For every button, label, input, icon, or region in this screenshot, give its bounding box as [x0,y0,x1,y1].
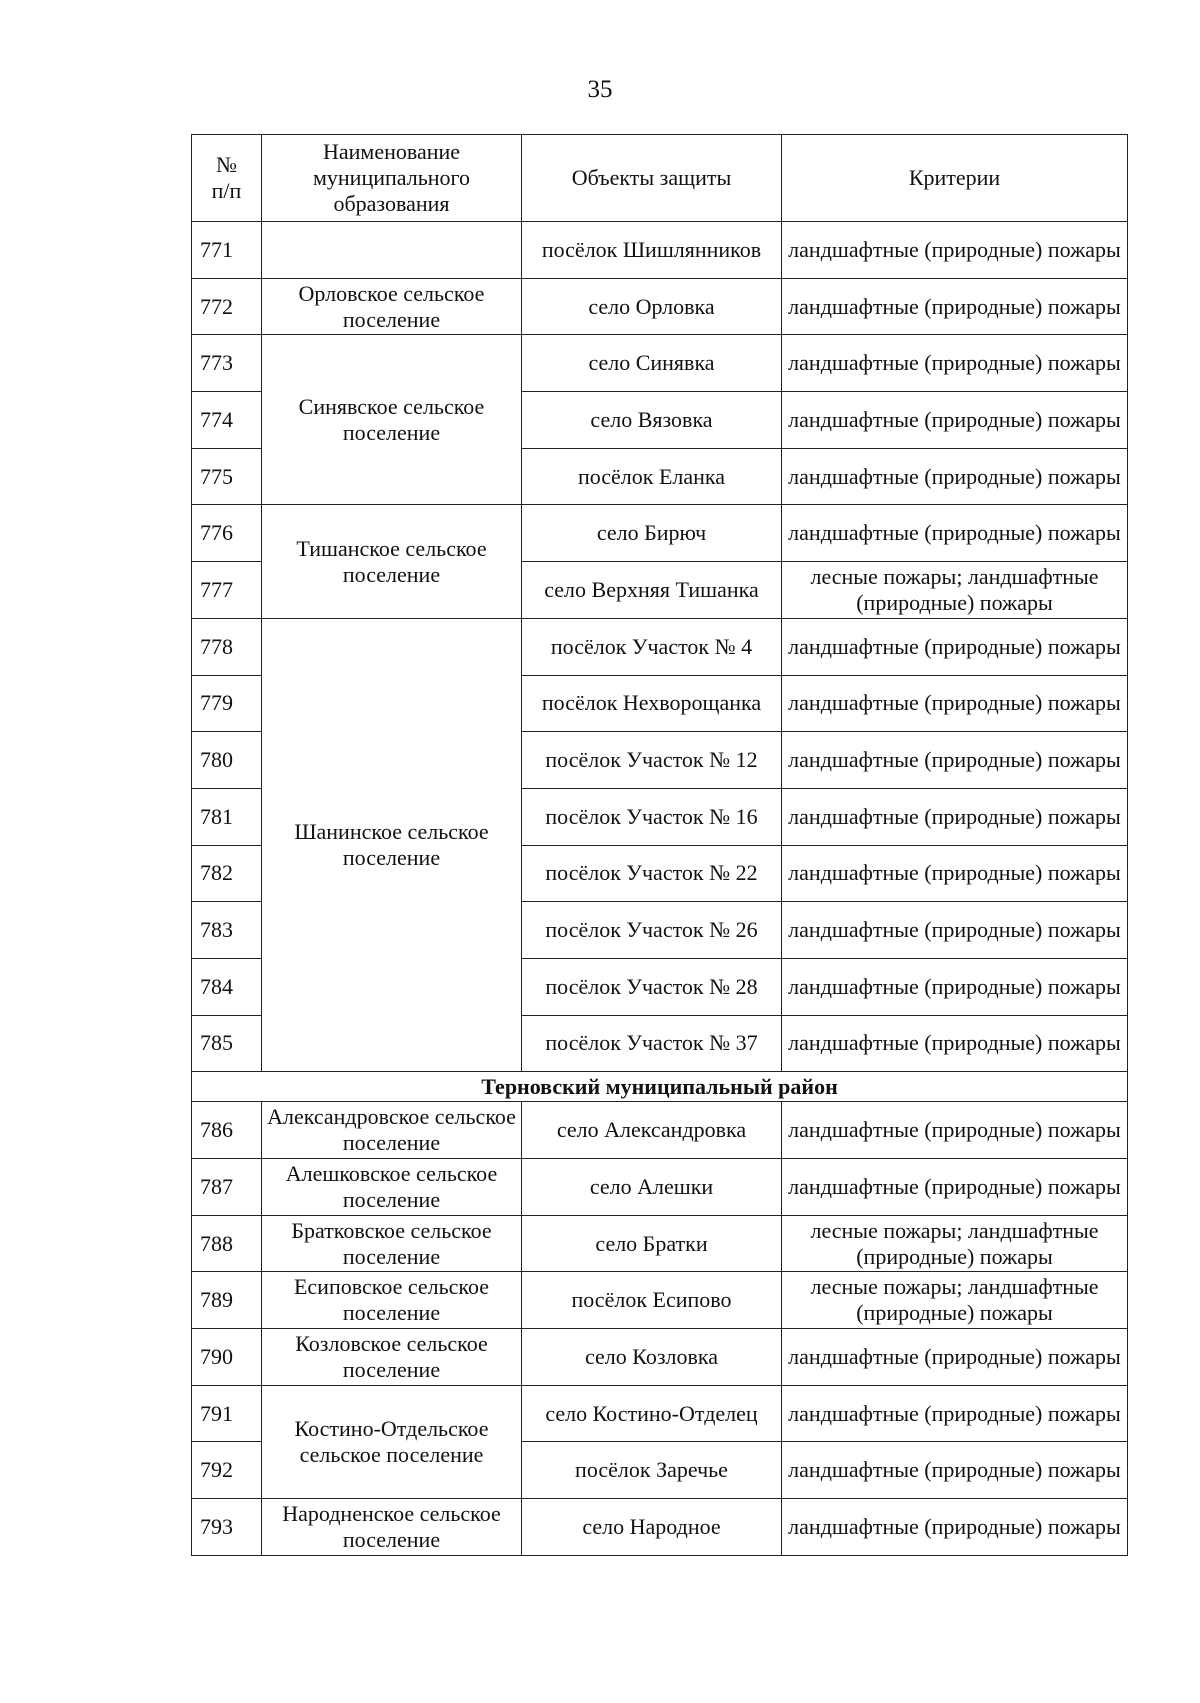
municipality-cell: Козловское сельское поселение [262,1329,522,1386]
row-number: 791 [192,1385,262,1442]
row-number: 785 [192,1015,262,1072]
municipality-cell: Александровское сельское поселение [262,1102,522,1159]
row-number: 789 [192,1272,262,1329]
table-row [192,618,1128,675]
object-cell: село Козловка [522,1329,782,1386]
table-row [192,278,1128,335]
table-row [192,1215,1128,1272]
row-number: 787 [192,1159,262,1216]
row-number: 781 [192,788,262,845]
object-cell: село Братки [522,1215,782,1272]
criteria-cell: ландшафтные (природные) пожары [782,505,1128,562]
object-cell: село Александровка [522,1102,782,1159]
row-number: 771 [192,222,262,279]
header-num: № п/п [192,135,262,222]
object-cell: посёлок Еланка [522,448,782,505]
table-row [192,335,1128,392]
criteria-cell: лесные пожары; ландшафтные (природные) пожары [782,1215,1128,1272]
criteria-cell: ландшафтные (природные) пожары [782,1442,1128,1499]
criteria-cell: ландшафтные (природные) пожары [782,845,1128,902]
row-number: 774 [192,392,262,449]
criteria-cell: ландшафтные (природные) пожары [782,448,1128,505]
criteria-cell: ландшафтные (природные) пожары [782,392,1128,449]
municipality-cell: Есиповское сельское поселение [262,1272,522,1329]
criteria-cell: ландшафтные (природные) пожары [782,788,1128,845]
header-criteria: Критерии [782,135,1128,222]
criteria-cell: ландшафтные (природные) пожары [782,1499,1128,1556]
criteria-cell: ландшафтные (природные) пожары [782,1385,1128,1442]
municipality-cell: Тишанское сельское поселение [262,505,522,618]
row-number: 784 [192,958,262,1015]
row-number: 790 [192,1329,262,1386]
row-number: 777 [192,562,262,619]
row-number: 780 [192,732,262,789]
object-cell: посёлок Заречье [522,1442,782,1499]
object-cell: село Орловка [522,278,782,335]
row-number: 772 [192,278,262,335]
criteria-cell: ландшафтные (природные) пожары [782,618,1128,675]
row-number: 793 [192,1499,262,1556]
municipality-cell: Костино-Отдельское сельское поселение [262,1385,522,1498]
row-number: 776 [192,505,262,562]
table-row [192,1329,1128,1386]
row-number: 788 [192,1215,262,1272]
row-number: 782 [192,845,262,902]
table-row [192,1272,1128,1329]
section-row [192,1072,1128,1102]
municipality-cell: Алешковское сельское поселение [262,1159,522,1216]
table-row [192,1102,1128,1159]
object-cell: посёлок Шишлянников [522,222,782,279]
object-cell: посёлок Участок № 22 [522,845,782,902]
table-row [192,222,1128,279]
criteria-cell: лесные пожары; ландшафтные (природные) пожары [782,1272,1128,1329]
criteria-cell: ландшафтные (природные) пожары [782,958,1128,1015]
row-number: 783 [192,902,262,959]
criteria-cell: ландшафтные (природные) пожары [782,675,1128,732]
protection-objects-table [191,134,1128,1556]
object-cell: село Синявка [522,335,782,392]
municipality-cell: Народненское сельское поселение [262,1499,522,1556]
object-cell: посёлок Участок № 4 [522,618,782,675]
table-header-row [192,135,1128,222]
criteria-cell: лесные пожары; ландшафтные (природные) пожары [782,562,1128,619]
page-number: 35 [587,76,613,103]
object-cell: село Алешки [522,1159,782,1216]
object-cell: село Верхняя Тишанка [522,562,782,619]
criteria-cell: ландшафтные (природные) пожары [782,1102,1128,1159]
criteria-cell: ландшафтные (природные) пожары [782,335,1128,392]
municipality-cell: Синявское сельское поселение [262,335,522,505]
row-number: 778 [192,618,262,675]
municipality-cell: Орловское сельское поселение [262,278,522,335]
object-cell: село Бирюч [522,505,782,562]
criteria-cell: ландшафтные (природные) пожары [782,222,1128,279]
object-cell: село Вязовка [522,392,782,449]
row-number: 773 [192,335,262,392]
object-cell: посёлок Участок № 12 [522,732,782,789]
row-number: 786 [192,1102,262,1159]
header-municipality: Наименование муниципального образования [262,135,522,222]
object-cell: посёлок Участок № 28 [522,958,782,1015]
criteria-cell: ландшафтные (природные) пожары [782,1159,1128,1216]
object-cell: посёлок Участок № 26 [522,902,782,959]
table-row [192,1159,1128,1216]
row-number: 792 [192,1442,262,1499]
criteria-cell: ландшафтные (природные) пожары [782,1329,1128,1386]
object-cell: посёлок Нехворощанка [522,675,782,732]
table-row [192,1499,1128,1556]
object-cell: село Народное [522,1499,782,1556]
criteria-cell: ландшафтные (природные) пожары [782,278,1128,335]
table-row [192,505,1128,562]
criteria-cell: ландшафтные (природные) пожары [782,1015,1128,1072]
criteria-cell: ландшафтные (природные) пожары [782,732,1128,789]
object-cell: посёлок Участок № 37 [522,1015,782,1072]
object-cell: село Костино-Отделец [522,1385,782,1442]
municipality-cell [262,222,522,279]
object-cell: посёлок Есипово [522,1272,782,1329]
criteria-cell: ландшафтные (природные) пожары [782,902,1128,959]
municipality-cell: Братковское сельское поселение [262,1215,522,1272]
object-cell: посёлок Участок № 16 [522,788,782,845]
municipality-cell: Шанинское сельское поселение [262,618,522,1072]
section-title: Терновский муниципальный район [192,1072,1128,1102]
row-number: 775 [192,448,262,505]
header-objects: Объекты защиты [522,135,782,222]
row-number: 779 [192,675,262,732]
table-row [192,1385,1128,1442]
